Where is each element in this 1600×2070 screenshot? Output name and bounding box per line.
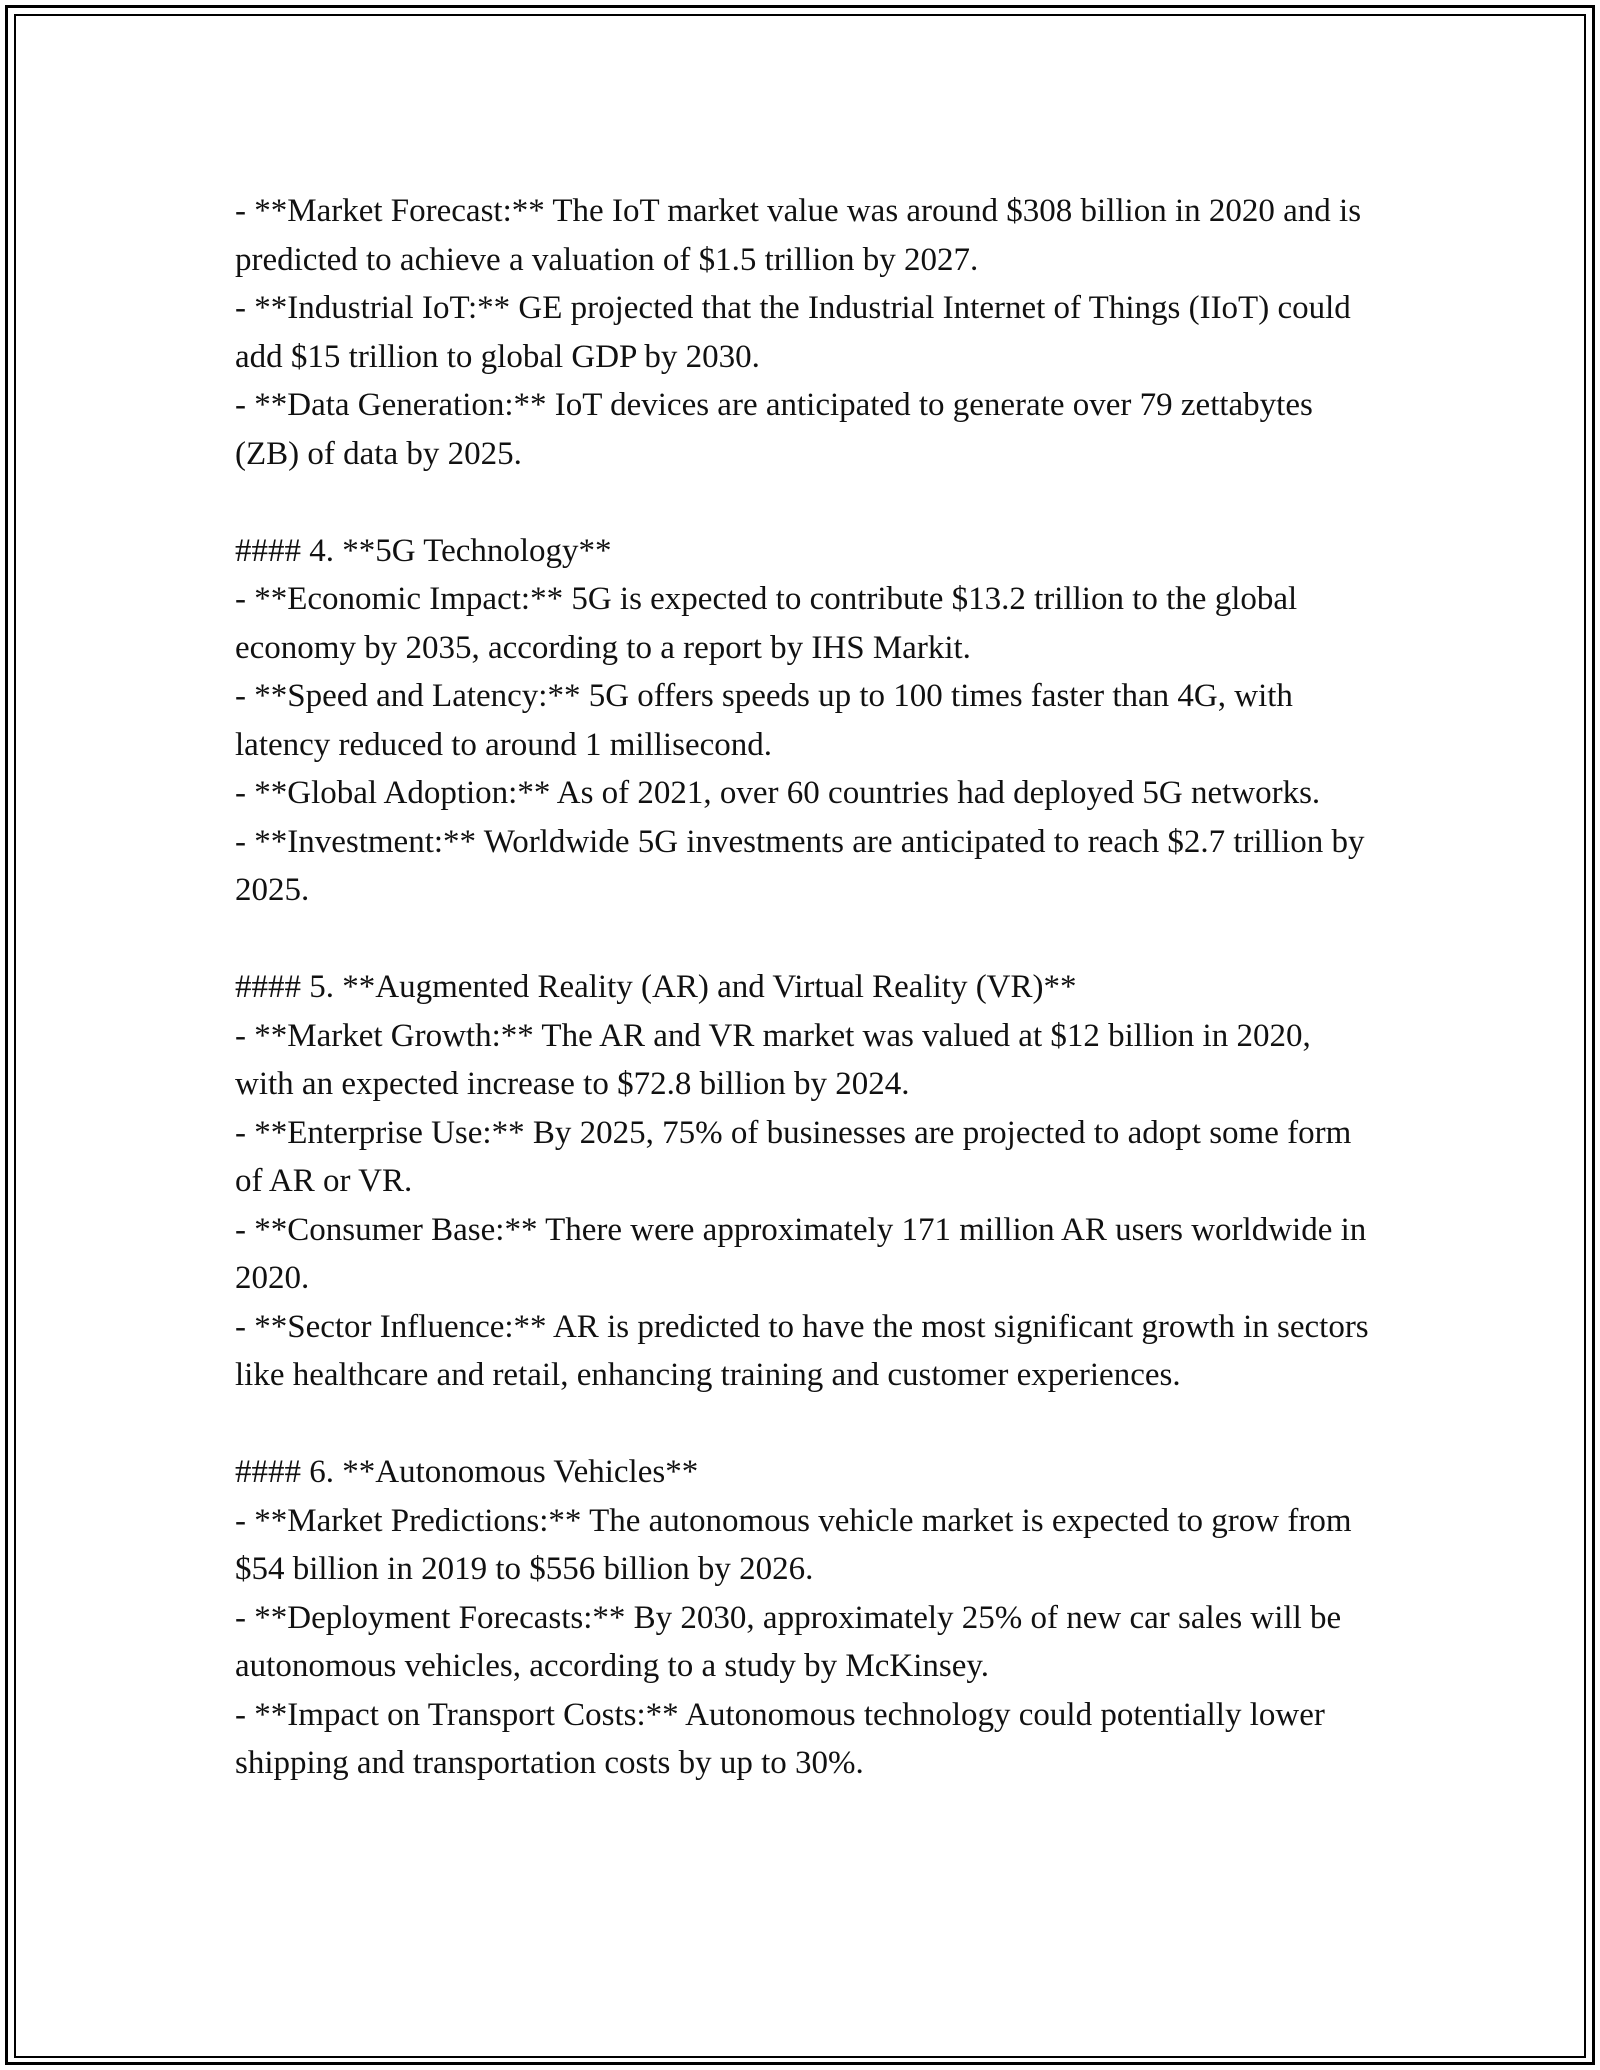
list-item-transport-costs: - **Impact on Transport Costs:** Autonomous technology could potentially lower shipping and transportation costs by up to 30%. (235, 1696, 1325, 1781)
list-item-economic-impact: - **Economic Impact:** 5G is expected to contribute $13.2 trillion to the global economy by 2035, according to a report by IHS Markit. (235, 581, 1298, 666)
iot-bullet-list (235, 187, 1375, 478)
list-item-investment: - **Investment:** Worldwide 5G investments are anticipated to reach $2.7 trillion by 2025. (235, 823, 1365, 908)
list-item-deployment-forecasts: - **Deployment Forecasts:** By 2030, approximately 25% of new car sales will be autonomous vehicles, according to a study by McKinsey. (235, 1599, 1342, 1684)
list-item-enterprise-use: - **Enterprise Use:** By 2025, 75% of businesses are projected to adopt some form of AR or VR. (235, 1114, 1352, 1199)
list-item-global-adoption: - **Global Adoption:** As of 2021, over 60 countries had deployed 5G networks. (235, 775, 1321, 811)
section-heading: #### 4. **5G Technology** (235, 532, 612, 569)
section-spacer (235, 478, 1375, 527)
section-spacer (235, 1400, 1375, 1449)
list-item-market-forecast: - **Market Forecast:** The IoT market value was around $308 billion in 2020 and is predicted to achieve a valuation of $1.5 trillion by 2027. (235, 193, 1362, 278)
section-heading: #### 6. **Autonomous Vehicles** (235, 1454, 699, 1490)
list-item-consumer-base: - **Consumer Base:** There were approximately 171 million AR users worldwide in 2020. (235, 1211, 1367, 1296)
list-item-market-predictions: - **Market Predictions:** The autonomous vehicle market is expected to grow from $54 billion in 2019 to $556 billion by 2026. (235, 1502, 1352, 1587)
list-item-industrial-iot: - **Industrial IoT:** GE projected that the Industrial Internet of Things (IIoT) could add $15 trillion to global GDP by 2030. (235, 290, 1351, 375)
section-heading: #### 5. **Augmented Reality (AR) and Virtual Reality (VR)** (235, 969, 1077, 1005)
section-ar-vr (235, 963, 1375, 1400)
list-item-sector-influence: - **Sector Influence:** AR is predicted to have the most significant growth in sectors like healthcare and retail, enhancing training and customer experiences. (235, 1308, 1369, 1393)
document-body (235, 187, 1375, 1788)
list-item-market-growth: - **Market Growth:** The AR and VR market was valued at $12 billion in 2020, with an expected increase to $72.8 billion by 2024. (235, 1017, 1311, 1102)
list-item-speed-latency: - **Speed and Latency:** 5G offers speeds up to 100 times faster than 4G, with latency reduced to around 1 millisecond. (235, 678, 1293, 763)
section-5g-technology (235, 527, 1375, 915)
section-spacer (235, 915, 1375, 964)
section-autonomous-vehicles (235, 1448, 1375, 1788)
list-item-data-generation: - **Data Generation:** IoT devices are anticipated to generate over 79 zettabytes (ZB) of data by 2025. (235, 387, 1313, 472)
